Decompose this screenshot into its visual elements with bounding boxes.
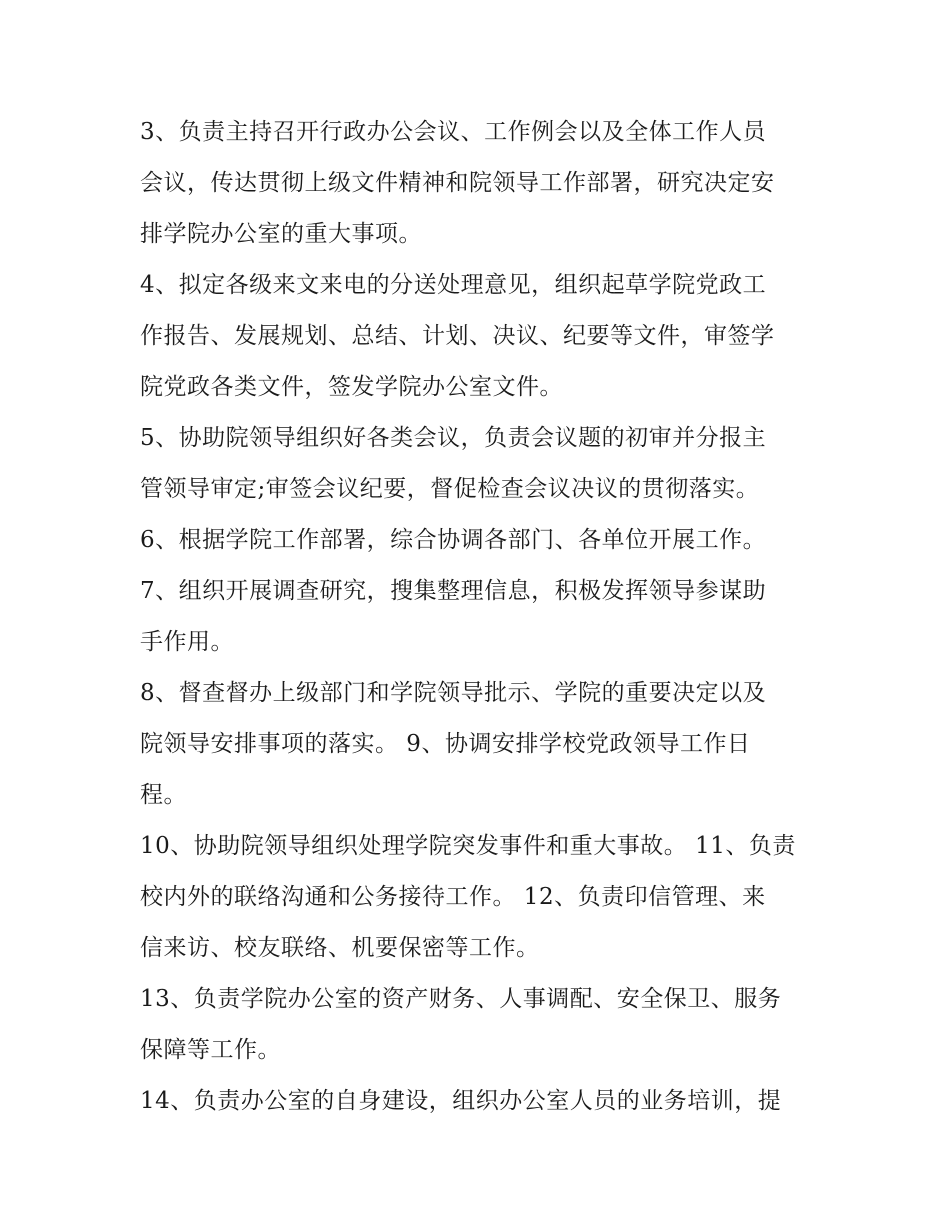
text-line: 4、拟定各级来文来电的分送处理意见，组织起草学院党政工	[140, 272, 767, 298]
text-line: 院党政各类文件，签发学院办公室文件。	[140, 374, 563, 400]
text-line: 14、负责办公室的自身建设，组织办公室人员的业务培训，提	[140, 1088, 782, 1114]
text-line: 会议，传达贯彻上级文件精神和院领导工作部署，研究决定安	[140, 170, 775, 196]
text-line: 信来访、校友联络、机要保密等工作。	[140, 935, 540, 961]
text-line: 院领导安排事项的落实。 9、协调安排学校党政领导工作日	[140, 731, 751, 757]
text-line: 5、协助院领导组织好各类会议，负责会议题的初审并分报主	[140, 425, 767, 451]
paragraph-item-14	[140, 1076, 820, 1127]
paragraph-item-3	[140, 107, 820, 260]
document-body	[140, 107, 820, 1127]
text-line: 13、负责学院办公室的资产财务、人事调配、安全保卫、服务	[140, 986, 782, 1012]
text-line: 程。	[140, 782, 187, 808]
text-line: 管领导审定;审签会议纪要，督促检查会议决议的贯彻落实。	[140, 476, 760, 502]
text-line: 8、督查督办上级部门和学院领导批示、学院的重要决定以及	[140, 680, 767, 706]
text-line: 3、负责主持召开行政办公会议、工作例会以及全体工作人员	[140, 119, 767, 145]
paragraph-item-4	[140, 260, 820, 413]
text-line: 手作用。	[140, 629, 234, 655]
paragraph-item-13	[140, 974, 820, 1076]
text-line: 7、组织开展调查研究，搜集整理信息，积极发挥领导参谋助	[140, 578, 767, 604]
paragraph-item-10	[140, 821, 820, 974]
paragraph-item-5	[140, 413, 820, 515]
text-line: 6、根据学院工作部署，综合协调各部门、各单位开展工作。	[140, 527, 767, 553]
paragraph-item-8	[140, 668, 820, 821]
text-line: 10、协助院领导组织处理学院突发事件和重大事故。 11、负责	[140, 833, 796, 859]
text-line: 作报告、发展规划、总结、计划、决议、纪要等文件，审签学	[140, 323, 775, 349]
text-line: 校内外的联络沟通和公务接待工作。 12、负责印信管理、来	[140, 884, 766, 910]
text-line: 保障等工作。	[140, 1037, 281, 1063]
text-line: 排学院办公室的重大事项。	[140, 221, 422, 247]
paragraph-item-6	[140, 515, 820, 566]
paragraph-item-7	[140, 566, 820, 668]
